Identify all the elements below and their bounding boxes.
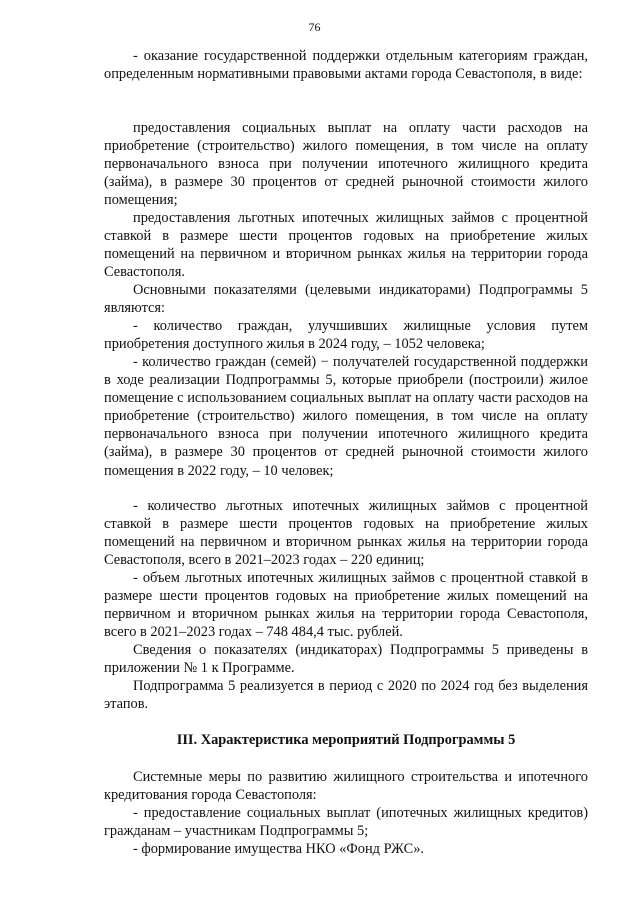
paragraph-indicator-families: - количество граждан (семей) − получателей государственной поддержки в ходе реализации Подпрограммы 5, которые приобрели (построили) жилое помещение с использованием социальных выплат на оплату части расходов на приобретение (строительство) жилого помещения, в том числе на оплату первоначального взноса при получении ипотечного жилищного кредита (займа), в размере 30 процентов от средней рыночной стоимости жилого помещения в 2022 году, – 10 человек;: [104, 354, 588, 479]
paragraph-indicator-loans-volume: - объем льготных ипотечных жилищных займов с процентной ставкой в размере шести процентов годовых на приобретение жилых помещений на первичном и вторичном рынках жилья на территории города Севастополя, всего в 2021–2023 годах – 748 484,4 тыс. рублей.: [104, 570, 588, 641]
section-heading: III. Характеристика мероприятий Подпрограммы 5: [176, 732, 516, 748]
paragraph-indicators-intro: Основными показателями (целевыми индикаторами) Подпрограммы 5 являются:: [104, 282, 588, 317]
paragraph-indicator-loans-count: - количество льготных ипотечных жилищных займов с процентной ставкой в размере шести процентов годовых на приобретение жилых помещений на первичном и вторичном рынках жилья на территории города Севастополя, всего в 2021–2023 годах – 220 единиц;: [104, 498, 588, 569]
paragraph-indicators-appendix: Сведения о показателях (индикаторах) Подпрограммы 5 приведены в приложении № 1 к Программе.: [104, 642, 588, 677]
paragraph-social-payments: предоставления социальных выплат на оплату части расходов на приобретение (строительство) жилого помещения, в том числе на оплату первоначального взноса при получении ипотечного жилищного кредита (займа), в размере 30 процентов от средней рыночной стоимости жилого помещения;: [104, 120, 588, 209]
paragraph-indicator-citizens: - количество граждан, улучшивших жилищные условия путем приобретения доступного жилья в 2024 году, – 1052 человека;: [104, 318, 588, 353]
paragraph-preferential-loans: предоставления льготных ипотечных жилищных займов с процентной ставкой в размере шести процентов годовых на приобретение жилых помещений на первичном и вторичном рынках жилья на территории города Севастополя.: [104, 210, 588, 281]
paragraph-implementation-period: Подпрограмма 5 реализуется в период с 2020 по 2024 год без выделения этапов.: [104, 678, 588, 713]
page-number: 76: [308, 20, 321, 34]
paragraph-measure-fund-property: - формирование имущества НКО «Фонд РЖС».: [133, 841, 424, 857]
paragraph-system-measures: Системные меры по развитию жилищного строительства и ипотечного кредитования города Севастополя:: [104, 769, 588, 804]
paragraph-measure-social-payments: - предоставление социальных выплат (ипотечных жилищных кредитов) гражданам – участникам Подпрограммы 5;: [104, 805, 588, 840]
paragraph-state-support: - оказание государственной поддержки отдельным категориям граждан, определенным нормативными правовыми актами города Севастополя, в виде:: [104, 48, 588, 83]
